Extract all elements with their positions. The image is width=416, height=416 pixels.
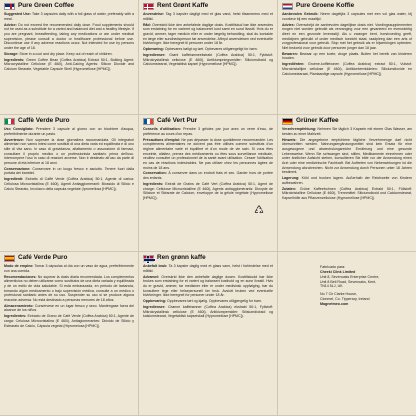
advice-text: Advice: Do not exceed the recommended daily dose. Food supplements should not be used as a substitute for a varied and balanced diet and a healthy lifestyle. If you are pregnant, breastfeeding, taking any medications or are under medical supervision, please consult a doctor or healthcare professional before use. Discontinue use if any adverse reactions occur. Not intended for use by persons under the age of 18. — [4, 22, 134, 50]
usage-text: Anbefalt bruk: Ta 3 kapsler daglig med et glass vann, helst i forbindelse med et måltid. — [143, 264, 274, 273]
recycle-area — [143, 204, 273, 216]
manufacturer-line: No 7 Cir Clarke House, — [320, 292, 357, 297]
dk-flag-icon — [143, 3, 154, 10]
manufacturer-line: Unit 8, Sevenoaks Enterprise Centre, — [320, 274, 380, 279]
section-de — [278, 115, 416, 252]
section-title: Café Verde Puro — [18, 254, 68, 262]
manufacturer-info — [282, 265, 412, 307]
storage-text: Oppbevaring: Oppbevares tørt og kjølig. Oppbevares utilgjengelig for barn. — [143, 299, 263, 304]
section-no — [139, 252, 278, 416]
ingredients-text: Ingredienti: Estratto di Caffè Verde (Coffea Arabica) 50:1, Agente di carica: Cellulosa Microcristallina (E 460i), Agenti Antiagglomeranti: Biossido di Silicio e Calcio Stearato, Involucro della capsula vegetale (Ipromellosa [HPMC]). — [4, 177, 134, 191]
manufacturer-line: Unit 8 Bell Road, Sevenoaks, Kent, — [320, 279, 377, 284]
usage-text: Uso Consigliato: Prendere 3 capsule al giorno con un bicchiere d'acqua, preferibilmente durante un pasto. — [4, 127, 134, 136]
ingredients-text: Ingredientes: Extracto de Grano de Café Verde (Coffea Arabica) 50:1, Agente de carga: Celulosa Microcristalina (E 460i), Antiaglomerantes: Dióxido de Silicio y Estearato de Calcio, Cápsula vegetal (Hipromelosa [HPMC]). — [4, 314, 134, 328]
ingredients-text: Ingrediënten: Groene-koffiebonen (Coffea Arabica) extract 50:1, Vulstof: Microkristallijne cellulose (E 460i), Antiklontermiddelen: Siliciumdioxide en Calciumstearaat, Plantaardige capsule (Hypromellose [HPMC]). — [282, 62, 412, 76]
storage-text: Opbevaring: Opbevares køligt og tørt. Opbevares utilgængeligt for børn. — [143, 47, 258, 52]
ingredients-text: Ingredients: Green Coffee Bean (Coffea Arabica) Extract 50:1, Bulking Agent: Microcrystalline Cellulose (E 460i), Anti-Caking Agents: Silicon Dioxide and Calcium Stearate, Vegetable Capsule Shell (Hypromellose [HPMC]). — [4, 57, 134, 71]
section-title: Pure Green Coffee — [18, 2, 75, 10]
usage-text: Conseils d'utilisation: Prendre 3 gélules par jour avec un verre d'eau, de préférence au cours d'un repas. — [143, 127, 273, 136]
fr-flag-icon — [143, 118, 154, 125]
storage-text: Bewaren: Bewaar op een koele, droge plaats. Buiten het bereik van kinderen houden. — [282, 51, 412, 61]
manufacturer-line: Clonmel, Co. Tipperary, Ireland — [320, 297, 370, 302]
section-fr — [139, 115, 278, 252]
advice-text: Advarsel: Overskrid ikke den anbefalte daglige dosen. Kosttilskudd bør ikke brukes som erstatning for et variert og balansert kosthold og en sunn livsstil. Hvis du er gravid, ammer, tar medisiner eller er under medisinsk oppfølging, bør du konsultere lege eller helsepersonell før bruk. Avslutt bruken ved eventuelle bivirkninger. Ikke beregnet for personer under 18 år. — [143, 274, 273, 298]
usage-text: Anvendelse: Tag 3 kapsler dagligt med et glas vand, helst tilsammens med et måltid. — [143, 12, 273, 21]
de-flag-icon — [282, 118, 293, 125]
es-flag-icon — [4, 255, 15, 262]
ingredients-text: Ingredienser: Grønt kaffebønneekstrakt (Coffea Arabica) 50:1, Fyldstof: Mikrokrystallinsk cellulose (E 460i), Antiklumpningsmidler: Siliciumdioxid og Calciumstearat, Vegetabilsk kapsel (Hypromellose [HPMC]). — [143, 52, 273, 67]
advice-text: Advies: Overschrijd de aanbevolen dagelijkse dosis niet. Voedingssupplementen mogen niet worden gebruikt als vervanging voor een gevarieerd en evenwichtig dieet en een gezonde levensstijl. Als u zwanger bent, borstvoeding geeft, medicijnen gebruikt of onder medisch toezicht staat, raadpleeg dan een arts of zorgprofessional voor gebruik. Stop met het gebruik als er bijwerkingen optreden. Niet bedoeld voor gebruik door personen jonger dan 18 jaar. — [282, 22, 412, 50]
section-title: Pure Groene Koffie — [296, 2, 355, 10]
section-nl — [278, 0, 416, 115]
section-title: Café Vert Pur — [157, 117, 198, 125]
manufacturer-line: TN14 5LJ, UK — [320, 284, 343, 289]
advice-text: Råd: Overskrid ikke den anbefalede daglige dosis. Kosttilskud bør ikke anvendes som erstatning for en varieret og balanceret kost samt en sund livsstil. Hvis du er gravid, ammer, tager medicin eller er under lægelig behandling, skal du kontakte en læge eller sundhedsperson før anvendelse. Afbryd anvendelsen ved eventuelle bivirkninger. Ikke beregnet til personer under 18 år. — [143, 22, 273, 46]
manufacturer-line: Fabricado para: — [320, 265, 346, 269]
ingredients-text: Ingredienser: Grønne kaffebønner (Coffea Arabica) ekstrakt 50:1, Fyllstoff: Mikrokrystallinsk cellulose (E 460i), Antiklumpemidler: Silisiumdioksid og kalsiumstearat, Vegetabilsk kapselskall (Hypromellose [HPMC]). — [143, 304, 273, 319]
usage-text: Aanbevolen Gebruik: Neem dagelijks 3 capsules met een vol glas water, bij voorkeur bij een maaltijd. — [282, 12, 412, 21]
usage-text: Modo de empleo: Tomar 3 cápsulas al día con un vaso de agua, preferiblemente con una comida. — [4, 264, 134, 273]
manufacturer-section — [278, 252, 416, 416]
usage-text: Suggested Use: Take 3 capsules daily with a full glass of water, preferably with a meal. — [4, 12, 134, 21]
section-en — [0, 0, 139, 115]
section-dk — [139, 0, 278, 115]
manufacturer-website: Magnetmeo.com — [320, 301, 349, 306]
it-flag-icon — [4, 118, 15, 125]
section-title: Caffè Verde Puro — [18, 117, 70, 125]
storage-text: Conservazione: Conservare in un luogo fresco e asciutto. Tenere fuori dalla portata dei bambini. — [4, 166, 134, 176]
advice-text: Précautions d'emploi: Ne pas dépasser la dose quotidienne recommandée. Les compléments alimentaires ne doivent pas être utilisés comme substituts d'un régime alimentaire varié et équilibré et d'un mode de vie sain. Si vous êtes enceinte, allaitez, prenez des médicaments ou êtes sous surveillance médicale, veuillez consulter un professionnel de la santé avant utilisation. Cesser l'utilisation en cas de réactions indésirables. Ne pas utiliser chez les personnes âgées de moins de 18 ans. — [143, 137, 273, 170]
advice-text: Avvertenze: Non superare la dose giornaliera raccomandata. Gli integratori alimentari non vanno intesi come sostituti di una dieta varia ed equilibrata e di uno stile di vita sano. In caso di gravidanza, allattamento o assunzione di farmaci, consultare il proprio medico o un professionista sanitario prima dell'uso. Interrompere l'uso in caso di reazioni avverse. Non è destinato all'uso da parte di persone di età inferiore ai 18 anni. — [4, 137, 134, 165]
advice-text: Hinweis: Die angegebene empfohlene tägliche Verzehrmenge darf nicht überschritten werden. Nahrungsergänzungsmittel sind kein Ersatz für eine ausgewogene und abwechslungsreiche Ernährung und eine gesunde Lebensweise. Wenn Sie schwanger sind, stillen, Medikamente einnehmen oder unter ärztlicher Aufsicht stehen, konsultieren Sie bitte vor der Anwendung einen Arzt oder eine medizinische Fachkraft. Bei Auftreten von Nebenwirkungen ist die Anwendung abzubrechen. Nicht zur Anwendung durch Personen unter 18 Jahren bestimmt. — [282, 137, 412, 175]
ingredients-text: Zutaten: Grüne Kaffeebohnen (Coffea Arabica) Extrakt 50:1, Füllstoff: Mikrokristalline Cellulose (E 460i), Trennmittel: Siliciumdioxid und Calciumstearat, Kapselhülle aus Pflanzenzellulose (Hypromellose [HPMC]). — [282, 186, 412, 200]
usage-text: Verzehrempfehlung: Nehmen Sie täglich 3 Kapseln mit einem Glas Wasser, am besten zu einer Mahlzeit. — [282, 127, 412, 136]
section-title: Rent Grønt Kaffe — [157, 2, 209, 10]
advice-text: Recomendaciones: No superar la dosis diaria recomendada. Los complementos alimenticios no deben utilizarse como sustitutos de una dieta variada y equilibrada y de un estilo de vida saludable. Si está embarazada, en periodo de lactancia, tomando algún medicamento o bajo supervisión médica, consulte a un médico o profesional sanitario antes de su uso. Suspender su uso si se produce alguna reacción adversa. No está destinado a personas menores de 18 años. — [4, 274, 134, 302]
nl-flag-icon — [282, 3, 293, 10]
section-title: Ren grønn kaffe — [157, 254, 206, 262]
storage-text: Conservation: À conserver dans un endroit frais et sec. Garder hors de portée des enfants. — [143, 171, 273, 181]
ingredients-text: Ingrédients: Extrait de Grains de Café Vert (Coffea Arabica) 50:1, Agent de charge: Cellulose Microcristalline (E 460i), Agents antiagglomérants: Dioxyde de Silicium et Stéarate de Calcium, enveloppe de la gélule végétale (Hypromellose [HPMC]). — [143, 181, 273, 200]
storage-text: Storage: Store in a cool and dry place. Keep out of reach of children. — [4, 51, 113, 56]
section-title: Grüner Kaffee — [296, 117, 339, 125]
no-flag-icon — [143, 255, 154, 262]
storage-text: Lagerung: Kühl und trocken lagern. Außerhalb der Reichweite von Kindern aufbewahren. — [282, 176, 412, 185]
section-es — [0, 252, 139, 416]
gb-flag-icon — [4, 3, 15, 10]
section-it — [0, 115, 139, 252]
recycle-icon — [253, 204, 265, 216]
storage-text: Almacenamiento: Consérvese en un lugar fresco y seco. Manténgase fuera del alcance de los niños. — [4, 303, 134, 313]
manufacturer-name: Cheeki Clink Limited — [320, 269, 356, 274]
